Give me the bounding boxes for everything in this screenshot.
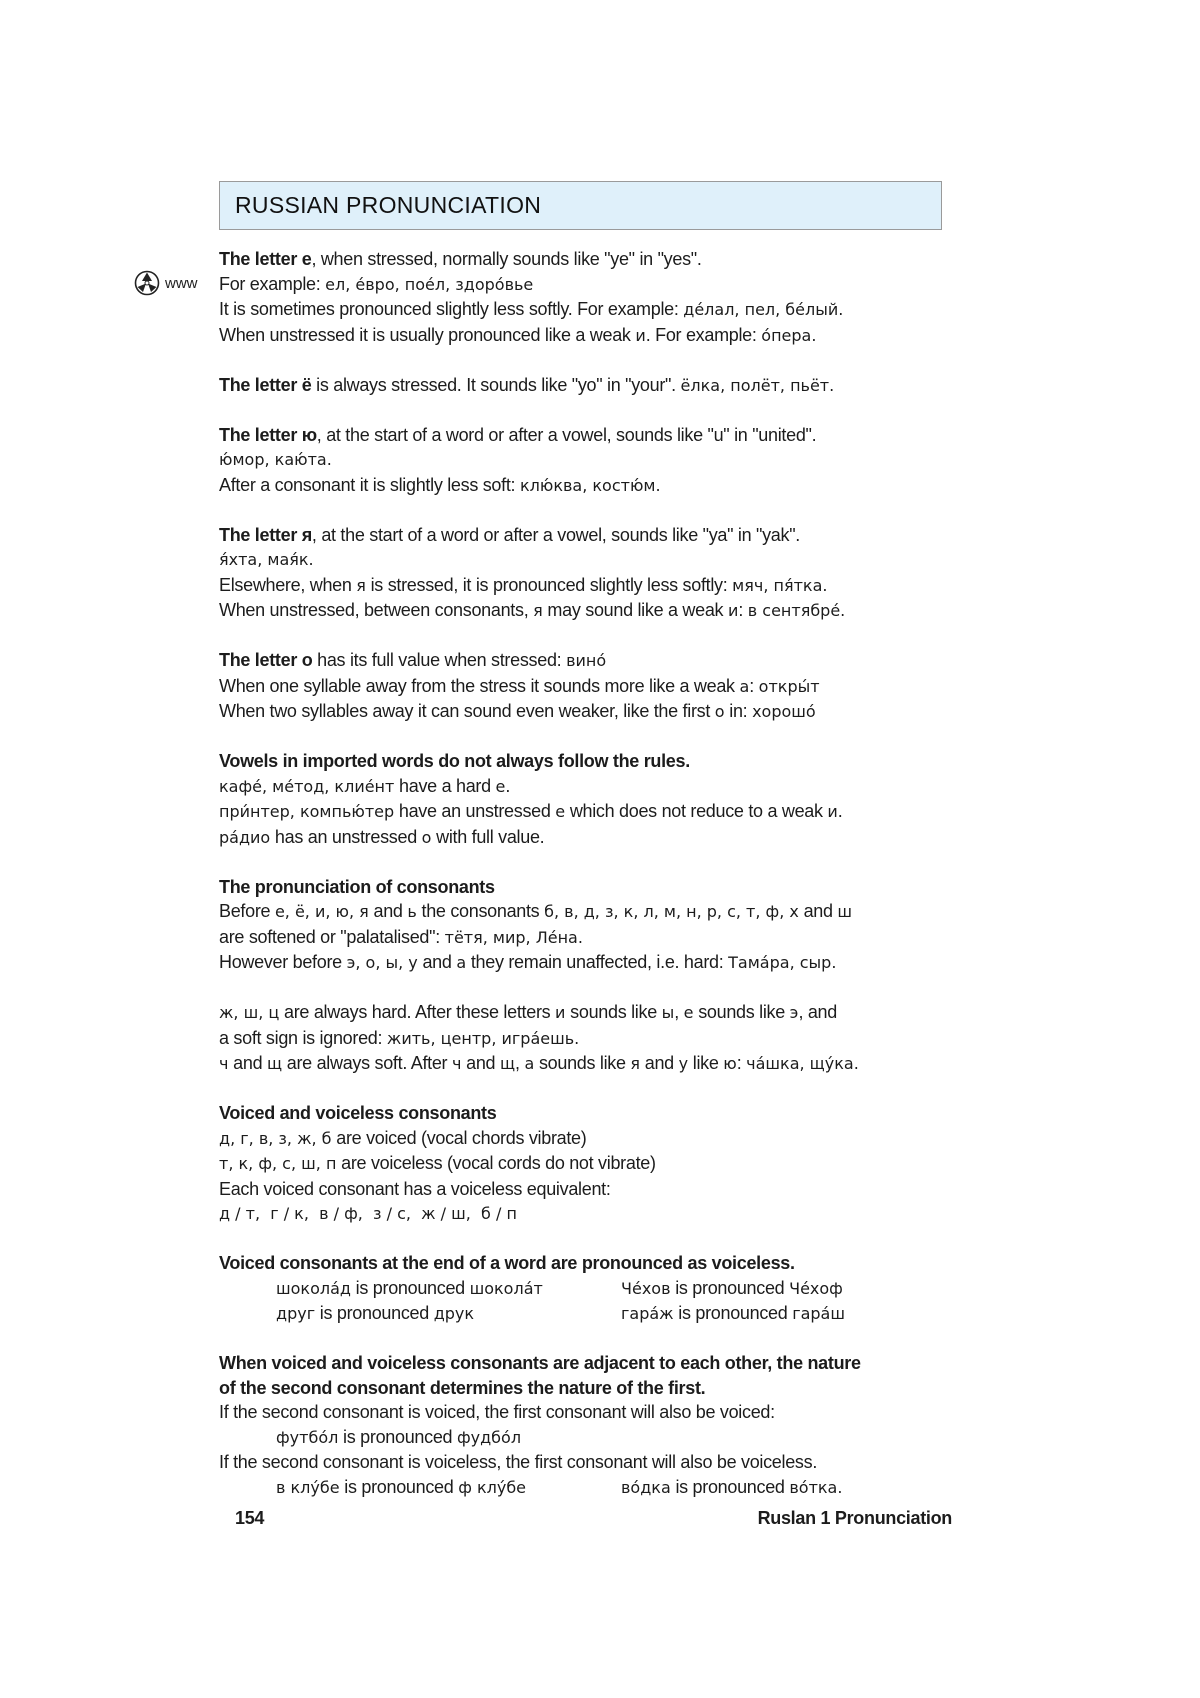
example-cell (276, 1475, 621, 1501)
russian-letter: щ (499, 1054, 516, 1073)
paragraph-line (219, 1201, 979, 1227)
example-cell (621, 1475, 842, 1501)
text: is stressed, it is pronounced slightly less softly: (365, 574, 733, 595)
text: is pronounced (339, 1476, 459, 1497)
russian-word: Че́хоф (789, 1278, 843, 1298)
paragraph-line (219, 1051, 979, 1077)
text: It is sometimes pronounced slightly less softly. For example: (219, 299, 684, 319)
paragraph-line (219, 547, 979, 573)
russian-word: фудбо́л (456, 1427, 522, 1447)
text: : (749, 675, 759, 696)
text: sounds like (534, 1053, 631, 1073)
russian-letter: и (635, 325, 646, 345)
text: the consonants (416, 901, 545, 921)
section-heading: Voiced and voiceless consonants (219, 1103, 497, 1123)
russian-letter: э (789, 1003, 799, 1022)
russian-letter: а (739, 676, 750, 696)
example-cell (276, 1301, 621, 1327)
russian-letter: ч (451, 1054, 462, 1073)
text: After a consonant it is slightly less soft: (219, 474, 520, 495)
page-title: RUSSIAN PRONUNCIATION (235, 192, 542, 218)
example-row (219, 1301, 979, 1327)
russian-example: жить, центр, игра́ешь. (386, 1028, 580, 1048)
russian-example: мяч, пя́тка. (732, 575, 828, 595)
russian-letter: у (678, 1054, 689, 1073)
section-title-box (219, 181, 942, 230)
paragraph-line: If the second consonant is voiced, the first consonant will also be voiced: (219, 1402, 775, 1422)
russian-letter: и (827, 802, 838, 821)
text: a soft sign is ignored: (219, 1027, 387, 1048)
paragraph-line (219, 573, 979, 599)
section-heading: The pronunciation of consonants (219, 876, 495, 897)
section-heading: When voiced and voiceless consonants are adjacent to each other, the nature (219, 1353, 861, 1373)
paragraph-line (219, 473, 979, 499)
russian-example: ел, е́вро, пое́л, здоро́вье (325, 274, 534, 294)
russian-letters: б, в, д, з, к, л, м, н, р, с, т, ф, х (544, 902, 799, 921)
russian-letters: э, о, ы, у (346, 953, 418, 972)
text: are voiced (vocal chords vibrate) (331, 1127, 587, 1148)
russian-example: кафе́, ме́тод, клие́нт (219, 776, 395, 796)
russian-word: гара́ш (792, 1304, 845, 1323)
running-title: Ruslan 1 Pronunciation (757, 1508, 952, 1528)
text: Elsewhere, when (219, 574, 357, 595)
russian-letter: я (630, 1054, 641, 1073)
text: , at the start of a word or after a vowel, sounds like "u" in "united". (316, 424, 817, 445)
example-row (219, 1276, 979, 1302)
section-heading: Voiced consonants at the end of a word are pronounced as voiceless. (219, 1253, 795, 1273)
text: When one syllable away from the stress it sounds more like a weak (219, 675, 740, 696)
russian-letter: я (356, 575, 366, 595)
russian-word: гара́ж (621, 1304, 674, 1323)
paragraph-line (219, 825, 979, 851)
text: sounds like (565, 1002, 662, 1022)
paragraph-line (219, 1151, 979, 1177)
text: and (417, 952, 457, 972)
example-row (219, 1475, 979, 1501)
text: , when stressed, normally sounds like "ye" in "yes". (311, 249, 702, 269)
text: and (640, 1053, 679, 1073)
example-row (219, 1425, 979, 1451)
text: , (674, 1002, 684, 1022)
russian-letter: я (533, 601, 543, 620)
letter-heading: The letter я (219, 524, 312, 545)
text: : (736, 1053, 747, 1073)
text: in: (724, 701, 753, 721)
example-cell (276, 1425, 521, 1451)
text: which does not reduce to a weak (565, 801, 828, 821)
text: For example: (219, 273, 326, 294)
letter-heading: The letter ё (219, 374, 312, 395)
text: they remain unaffected, i.e. hard: (466, 952, 729, 972)
russian-example: я́хта, мая́к. (219, 550, 314, 569)
paragraph-line (219, 297, 979, 323)
russian-letter: и (727, 601, 739, 620)
text: , at the start of a word or after a vowel, sounds like "ya" in "yak". (311, 524, 801, 545)
example-cell (276, 1276, 621, 1302)
russian-example: ча́шка, щу́ка. (746, 1054, 859, 1073)
russian-letter: а (524, 1054, 535, 1073)
text: and (461, 1053, 500, 1073)
russian-letters: д, г, в, з, ж, б (219, 1128, 332, 1148)
text: . For example: (645, 324, 762, 345)
paragraph-line (219, 323, 979, 349)
russian-example: откры́т (758, 676, 820, 696)
russian-word: шокола́т (469, 1278, 543, 1298)
russian-letter: ч (219, 1054, 229, 1073)
main-content (219, 247, 979, 1500)
page-footer (235, 1508, 952, 1529)
russian-letter: о (714, 702, 725, 721)
russian-letter: ш (837, 902, 853, 921)
text: is pronounced (670, 1476, 790, 1497)
text: is always stressed. It sounds like "yo" in "your". (311, 374, 681, 395)
paragraph-line (219, 1000, 979, 1026)
text: When unstressed, between consonants, (219, 600, 534, 620)
russian-example: о́пера. (761, 325, 817, 345)
page-number: 154 (235, 1508, 265, 1528)
text: with full value. (431, 826, 545, 847)
russian-letter: ь (407, 902, 417, 921)
text: has its full value when stressed: (312, 650, 567, 670)
text: is pronounced (350, 1277, 470, 1298)
russian-letter: е (683, 1003, 694, 1022)
paragraph-line (219, 447, 979, 473)
text: and (228, 1053, 267, 1073)
russian-letters: ж, ш, ц (219, 1003, 280, 1022)
text: are always hard. After these letters (279, 1002, 556, 1022)
letter-heading: The letter ю (219, 424, 317, 445)
russian-letter: о (421, 827, 432, 847)
russian-word: во́тка. (789, 1477, 843, 1497)
text: sounds like (693, 1002, 790, 1022)
russian-letters: т, к, ф, с, ш, п (219, 1154, 337, 1173)
russian-word: друк (433, 1304, 475, 1323)
text: are voiceless (vocal cords do not vibrate) (336, 1153, 656, 1173)
russian-letter: и (555, 1003, 566, 1022)
text: are softened or "palatalised": (219, 926, 445, 947)
russian-word: друг (276, 1304, 316, 1323)
russian-example: клю́ква, костю́м. (519, 475, 661, 495)
text: , and (798, 1002, 837, 1022)
russian-word: ф клу́бе (458, 1477, 527, 1497)
paragraph-line (219, 423, 979, 448)
paragraph-line (219, 272, 979, 298)
text: have an unstressed (394, 801, 556, 821)
paragraph-line (219, 1126, 979, 1152)
section-heading: Vowels in imported words do not always follow the rules. (219, 751, 690, 771)
russian-example: де́лал, пел, бе́лый. (683, 300, 844, 319)
russian-word: Че́хов (621, 1278, 671, 1298)
paragraph-line (219, 950, 979, 976)
text: . (837, 801, 843, 821)
example-cell (621, 1276, 843, 1302)
text: are always soft. After (282, 1053, 452, 1073)
russian-letter: а (456, 953, 467, 972)
russian-example: Тама́ра, сыр. (728, 953, 837, 972)
paragraph-line (219, 674, 979, 700)
paragraph-line (219, 247, 979, 272)
paragraph-line (219, 774, 979, 800)
letter-heading: The letter о (219, 650, 313, 670)
www-label: www (165, 274, 198, 292)
russian-example: ёлка, полёт, пьёт. (680, 375, 835, 395)
text: When unstressed it is usually pronounced like a weak (219, 324, 636, 345)
russian-word: во́дка (621, 1477, 671, 1497)
russian-example: вино́ (566, 651, 607, 670)
paragraph-line (219, 925, 979, 951)
text: However before (219, 952, 347, 972)
text: is pronounced (338, 1426, 457, 1447)
paragraph-line (219, 373, 979, 399)
russian-letter: щ (267, 1054, 283, 1073)
russian-letter: е (495, 776, 506, 796)
text: is pronounced (673, 1303, 793, 1323)
russian-example: в сентябре́. (747, 601, 846, 620)
russian-example: ю́мор, каю́та. (219, 450, 332, 469)
text: have a hard (394, 775, 496, 796)
russian-letter: ю (723, 1054, 737, 1073)
section-heading: of the second consonant determines the nature of the first. (219, 1377, 706, 1398)
russian-letter: ы (661, 1003, 675, 1022)
text: may sound like a weak (542, 600, 728, 620)
text: , (515, 1053, 525, 1073)
paragraph-line (219, 523, 979, 548)
text: Before (219, 901, 275, 921)
paragraph-line: Each voiced consonant has a voiceless equivalent: (219, 1178, 611, 1199)
text: : (738, 600, 748, 620)
paragraph-line (219, 699, 979, 725)
russian-example: ра́дио (219, 827, 271, 847)
paragraph-line (219, 648, 979, 674)
russian-word: шокола́д (276, 1278, 351, 1298)
audio-disc-icon (134, 270, 160, 296)
russian-pairs: д / т, г / к, в / ф, з / с, ж / ш, б / п (219, 1204, 517, 1223)
www-audio-marker[interactable] (134, 270, 198, 296)
paragraph-line: If the second consonant is voiceless, the first consonant will also be voiceless. (219, 1452, 818, 1472)
russian-example: хорошо́ (752, 702, 816, 721)
paragraph-line (219, 1026, 979, 1052)
paragraph-line (219, 899, 979, 925)
paragraph-line (219, 799, 979, 825)
text: When two syllables away it can sound even weaker, like the first (219, 701, 715, 721)
letter-heading: The letter е (219, 249, 312, 269)
paragraph-line (219, 598, 979, 624)
text: has an unstressed (270, 826, 422, 847)
text: like (688, 1053, 724, 1073)
text: is pronounced (315, 1303, 434, 1323)
text: is pronounced (670, 1277, 790, 1298)
russian-word: футбо́л (276, 1427, 339, 1447)
text: and (368, 901, 408, 921)
russian-example: тётя, мир, Ле́на. (444, 927, 583, 947)
text: . (505, 775, 511, 796)
russian-word: в клу́бе (276, 1477, 340, 1497)
russian-letter: е (555, 802, 566, 821)
russian-example: при́нтер, компью́тер (219, 802, 395, 821)
example-cell (621, 1301, 845, 1327)
russian-letters: е, ё, и, ю, я (274, 902, 369, 921)
text: and (798, 901, 838, 921)
